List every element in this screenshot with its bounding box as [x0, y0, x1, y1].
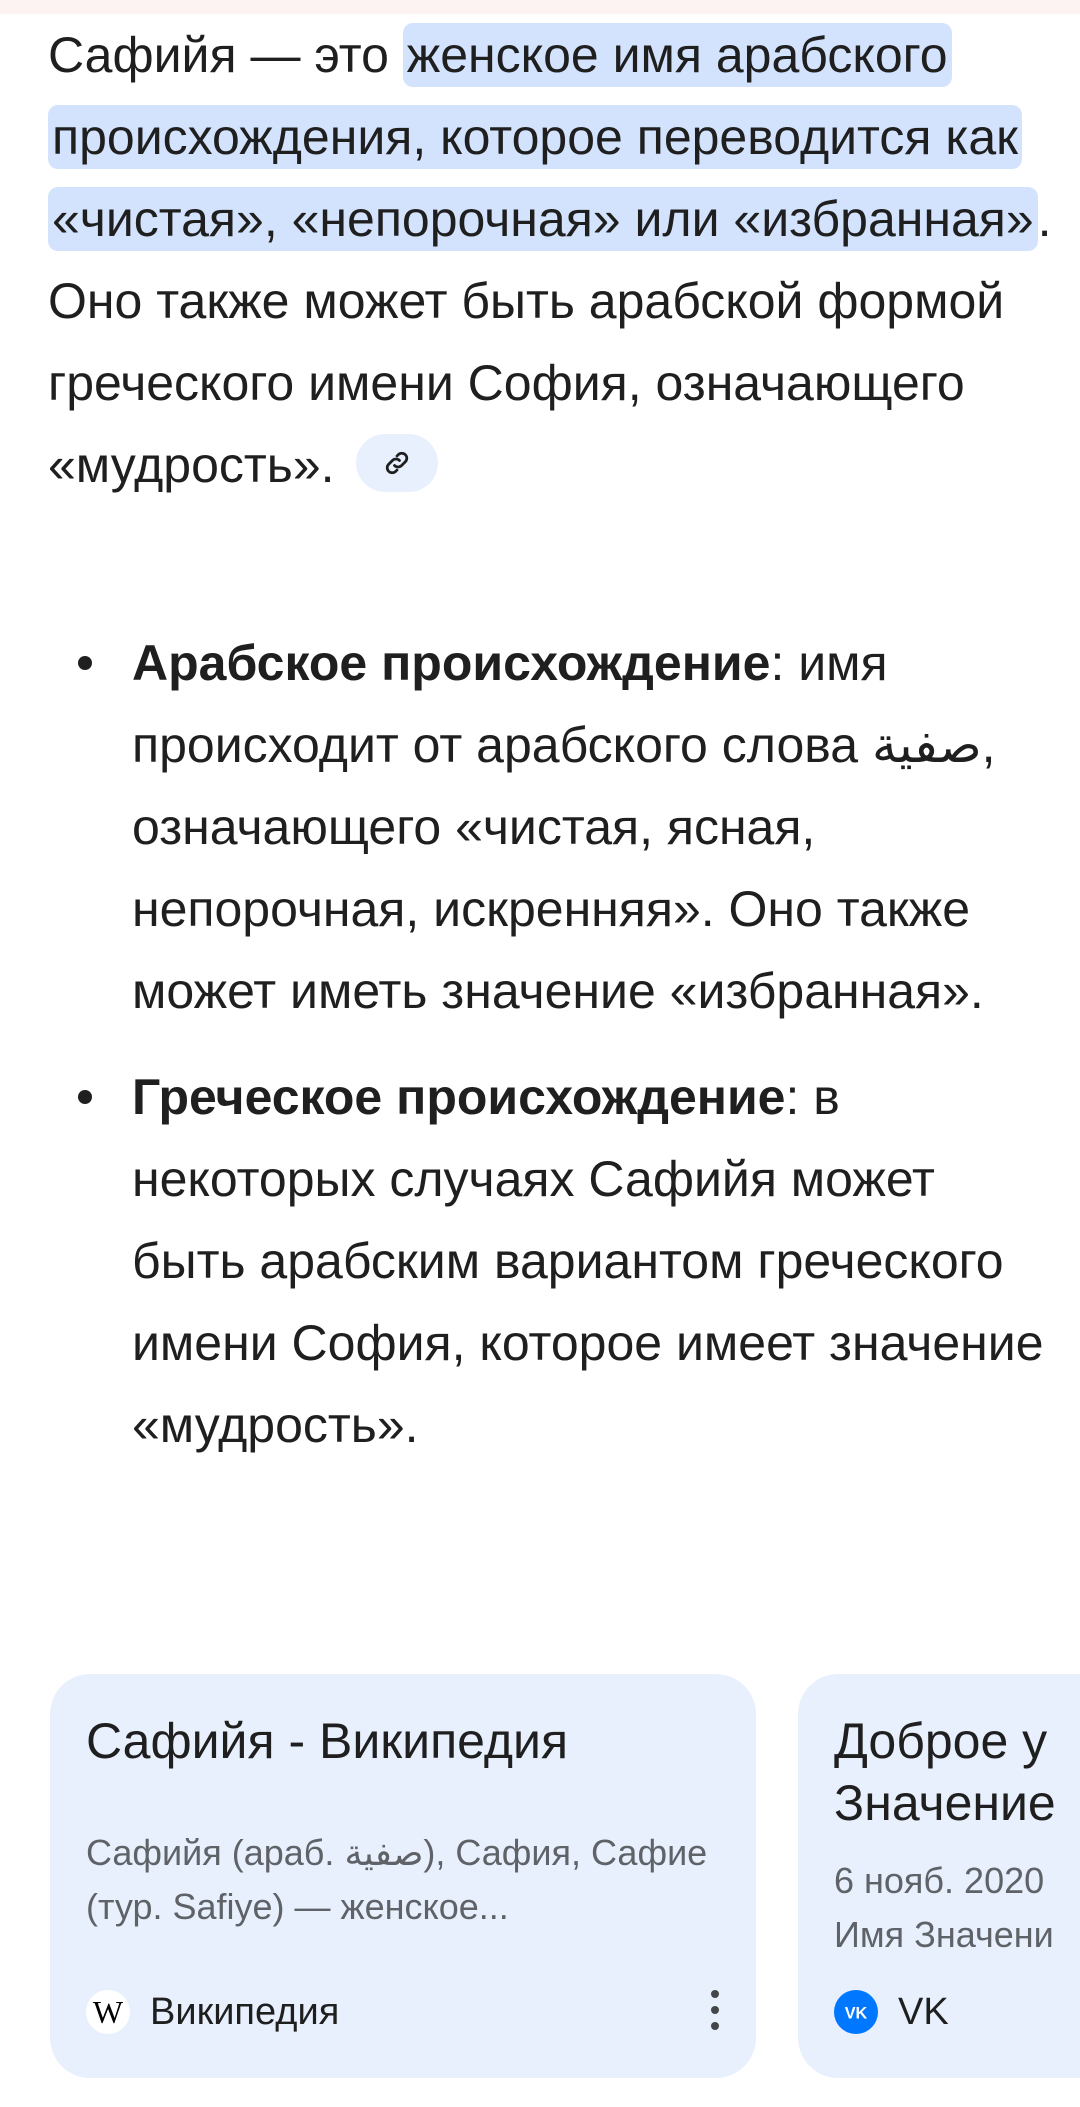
source-cards-carousel[interactable] [50, 1674, 1080, 2078]
card-snippet: Имя Значени [834, 1914, 1054, 1955]
source-card-vk[interactable] [798, 1674, 1080, 2078]
link-icon [382, 448, 412, 478]
more-options-button[interactable] [710, 1990, 720, 2030]
card-snippet: Сафийя (араб. صفية), Сафия, Сафие (тур. Safiye) — женское... [86, 1832, 708, 1927]
card-title-line2: Значение [834, 1775, 1056, 1831]
bullet-dot [78, 656, 92, 670]
card-title: Сафийя - Википедия [86, 1713, 569, 1769]
source-card-wikipedia[interactable] [50, 1674, 756, 2078]
card-source-name: VK [898, 1990, 949, 2033]
bullet-title: Арабское происхождение [132, 635, 771, 691]
bullet-dot [78, 1090, 92, 1104]
answer-highlight: женское имя арабского происхождения, которое переводится как «чистая», «непорочная» или «избранная» [48, 23, 1038, 251]
bullet-text: : в некоторых случаях Сафийя может быть арабским вариантом греческого имени София, которое имеет значение «мудрость». [132, 1069, 1044, 1453]
ai-answer-paragraph [48, 14, 1058, 506]
card-title: Доброе у [834, 1713, 1048, 1769]
card-date: 6 нояб. 2020 [834, 1860, 1045, 1901]
origin-list [48, 622, 1058, 1490]
more-vert-icon-dot [711, 2022, 719, 2030]
bullet-title: Греческое происхождение [132, 1069, 786, 1125]
list-item [48, 622, 1058, 1032]
list-item [48, 1056, 1058, 1466]
answer-rest: . Оно также может быть арабской формой греческого имени София, означающего «мудрость». [48, 191, 1052, 493]
source-link-button[interactable] [356, 434, 438, 492]
more-vert-icon-dot [711, 2006, 719, 2014]
card-source [834, 1990, 949, 2034]
more-vert-icon [711, 1990, 719, 1998]
card-source [86, 1990, 339, 2034]
top-edge-strip [0, 0, 1080, 14]
vk-icon [834, 1990, 878, 2034]
wikipedia-icon: W [86, 1990, 130, 2034]
bullet-text: : имя происходит от арабского слова صفية, означающего «чистая, ясная, непорочная, искренняя». Оно также может иметь значение «избранная». [132, 635, 996, 1019]
card-source-name: Википедия [150, 1990, 340, 2033]
answer-intro: Сафийя — это [48, 27, 403, 83]
svg-text:VK: VK [844, 2004, 868, 2023]
